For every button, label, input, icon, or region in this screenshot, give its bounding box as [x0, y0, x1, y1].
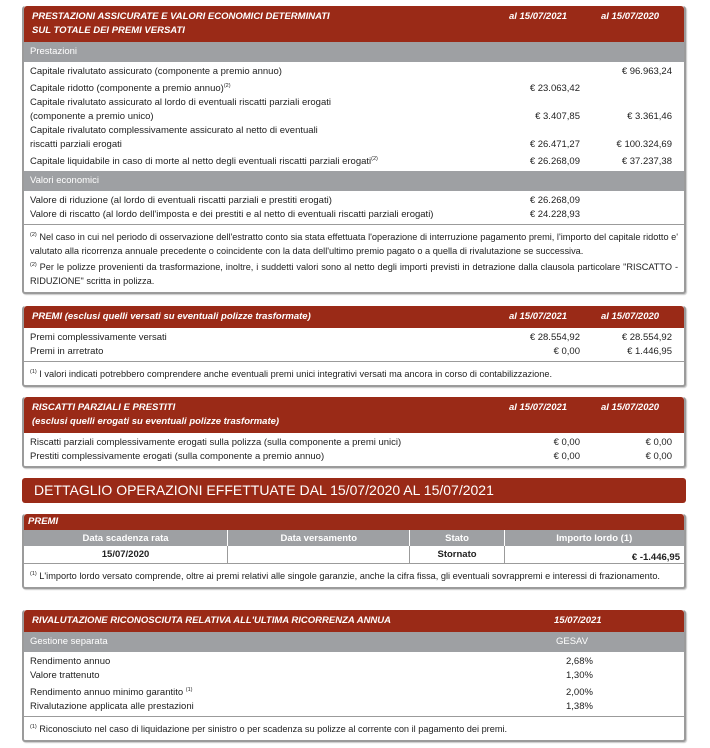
prestazioni-title: PRESTAZIONI ASSICURATE E VALORI ECONOMICI DETERMINATI SUL TOTALE DEI PREMI VERSATI	[32, 11, 330, 36]
table-row: Premi complessivamente versati € 28.554,92 € 28.554,92	[30, 332, 672, 343]
premi-panel	[22, 306, 686, 387]
table-row: Capitale liquidabile in caso di morte al netto degli eventuali riscatti parziali erogati$^{(2)}$ € 26.268,09 € 37.237,38	[30, 156, 672, 168]
table-row: Rendimento annuo minimo garantito $^{(1)}$ 2,00%	[30, 687, 593, 699]
premi-table	[24, 530, 684, 563]
footnote-marker: (2)	[371, 156, 378, 163]
dettaglio-banner: DETTAGLIO OPERAZIONI EFFETTUATE DAL 15/07/2020 AL 15/07/2021	[22, 478, 686, 503]
dettaglio-premi-header: PREMI	[24, 514, 684, 530]
rivalutazione-panel	[22, 610, 686, 742]
table-row: Capitale rivalutato assicurato al lordo di eventuali riscatti parziali erogati (componente a premio unico) € 3.407,85 € 3.361,46	[30, 97, 672, 123]
table-row: Riscatti parziali complessivamente erogati sulla polizza (sulla componente a premi unici) € 0,00 € 0,00	[30, 437, 672, 448]
prestazioni-rows	[24, 62, 684, 171]
rivalutazione-footnote: $^{(1)}$ Riconosciuto nel caso di liquidazione per sinistro o per scadenza su polizze al corrente con il pagamento dei premi.	[24, 716, 684, 740]
table-row: Capitale rivalutato assicurato (componente a premio annuo) € 96.963,24	[30, 66, 672, 77]
riscatti-header: RISCATTI PARZIALI E PRESTITI (esclusi quelli erogati su eventuali polizze trasformate) al 15/07/2021 al 15/07/2020	[24, 397, 684, 433]
table-row: Premi in arretrato € 0,00 € 1.446,95	[30, 346, 672, 357]
valori-rows	[24, 191, 684, 224]
col-stato: Stato	[410, 530, 504, 546]
rivalutazione-header: RIVALUTAZIONE RICONOSCIUTA RELATIVA ALL'ULTIMA RICORRENZA ANNUA 15/07/2021	[24, 610, 684, 632]
col-data-scadenza: Data scadenza rata	[24, 530, 228, 546]
col-2020: al 15/07/2020	[600, 11, 660, 22]
table-row: Capitale rivalutato complessivamente assicurato al netto di eventuali riscatti parziali erogati € 26.471,27 € 100.324,69	[30, 125, 672, 151]
col-importo: Importo lordo (1)	[504, 530, 684, 546]
footnote-marker: (2)	[223, 83, 231, 89]
section-valori-economici: Valori economici	[24, 171, 684, 191]
dettaglio-premi-panel	[22, 514, 686, 589]
dettaglio-footnote: $^{(1)}$ L'importo lordo versato comprende, oltre ai premi relativi alle singole garanzie, anche la cifra fissa, gli eventuali sovrappremi e interessi di frazionamento.	[24, 563, 684, 587]
gestione-separata-row: Gestione separata GESAV	[24, 632, 684, 652]
table-row: Rendimento annuo 2,68%	[30, 656, 593, 667]
premi-footnote: $^{(1)}$ I valori indicati potrebbero comprendere anche eventuali premi unici integrativi versati ma ancora in corso di contabilizzazione.	[24, 361, 684, 385]
premi-title: PREMI (esclusi quelli versati su eventuali polizze trasformate)	[32, 311, 311, 322]
prestazioni-panel	[22, 6, 686, 294]
riscatti-panel	[22, 397, 686, 468]
table-row: 15/07/2020 Stornato € -1.446,95	[24, 546, 684, 563]
table-row: Rivalutazione applicata alle prestazioni 1,38%	[30, 701, 593, 713]
col-2021: al 15/07/2021	[508, 11, 568, 22]
table-row: Valore trattenuto 1,30%	[30, 670, 593, 681]
table-row: Valore di riscatto (al lordo dell'imposta e dei prestiti e al netto di eventuali riscatti parziali erogati) € 24.228,93	[30, 209, 580, 221]
section-prestazioni: Prestazioni	[24, 42, 684, 62]
prestazioni-header	[24, 6, 684, 42]
table-row: Valore di riduzione (al lordo di eventuali riscatti parziali e prestiti erogati) € 26.268,09	[30, 195, 580, 207]
prestazioni-footnote: $^{(2)}$ Nel caso in cui nel periodo di osservazione dell'estratto conto sia stata effettuata l'operazione di interruzione pagamento premi, l'importo del capitale ridotto e' valutato alla ricorrenza annuale precedente o coincidente con la data dell'ultimo premio pagato o a quella di rivalutazione se successiva. $^{(2)}$ Per le polizze provenienti da trasformazione, inoltre, i suddetti valori sono al netto degli importi previsti in detrazione dalla clausola particolare "RISCATTO - RIDUZIONE" scritta in polizza.	[24, 224, 684, 292]
col-data-versamento: Data versamento	[228, 530, 410, 546]
table-row: Capitale ridotto (componente a premio annuo)$^{(2)}$ € 23.063,42	[30, 83, 580, 95]
premi-header: PREMI (esclusi quelli versati su eventuali polizze trasformate) al 15/07/2021 al 15/07/2020	[24, 306, 684, 328]
table-row: Prestiti complessivamente erogati (sulla componente a premio annuo) € 0,00 € 0,00	[30, 451, 672, 462]
